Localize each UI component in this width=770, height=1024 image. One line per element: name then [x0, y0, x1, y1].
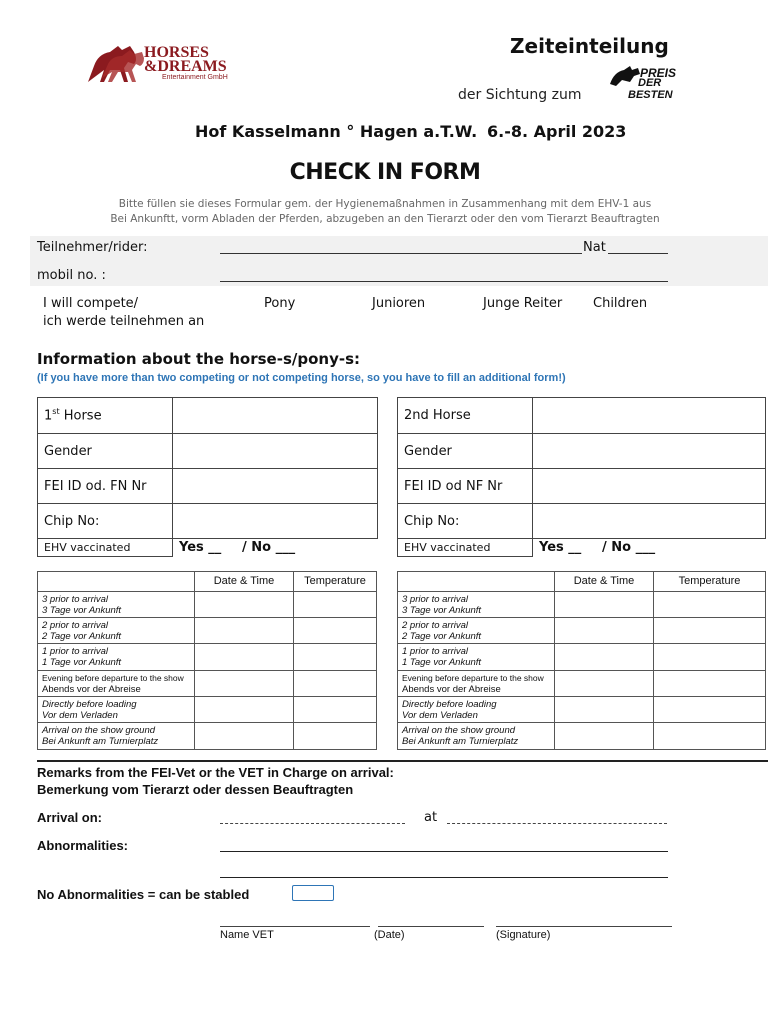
temp-2-temp-cell[interactable] [654, 723, 766, 750]
logo-line-1: HORSES [144, 44, 209, 61]
horse-2-id-label: FEI ID od NF Nr [398, 469, 533, 504]
horse-2-ehv-label: EHV vaccinated [398, 539, 533, 557]
horse-2-gender-label: Gender [398, 434, 533, 469]
temp-2-row-label: 1 prior to arrival 1 Tage vor Ankunft [398, 644, 555, 671]
event-logo-line-1: PREIS [640, 66, 677, 80]
vet-signature-label: (Signature) [496, 929, 551, 941]
arrival-label: Arrival on: [37, 810, 103, 825]
temp-1-row-label: Evening before departure to the show Abends vor der Abreise [38, 671, 195, 697]
vet-date-line[interactable] [378, 915, 484, 927]
temp-1-temp-cell[interactable] [294, 644, 377, 671]
horse-1-name-field[interactable] [173, 398, 378, 434]
temp-2-date-cell[interactable] [555, 644, 654, 671]
horse-1-chip-field[interactable] [173, 504, 378, 539]
horse-2-chip-field[interactable] [533, 504, 766, 539]
horse-1-gender-field[interactable] [173, 434, 378, 469]
compete-label-de: ich werde teilnehmen an [43, 314, 205, 329]
temp-2-temp-cell[interactable] [654, 592, 766, 618]
temp-2-date-cell[interactable] [555, 697, 654, 723]
temp-1-date-cell[interactable] [195, 592, 294, 618]
vet-date-label: (Date) [374, 929, 405, 941]
event-location: Hof Kasselmann ° Hagen a.T.W. [195, 122, 478, 141]
horse-section-note: (If you have more than two competing or not competing horse, so you have to fill an additional form!) [37, 372, 566, 384]
horses-silhouette-icon [84, 40, 146, 86]
jumping-horse-icon [608, 64, 642, 90]
horse-1-id-label: FEI ID od. FN Nr [38, 469, 173, 504]
no-abnormalities-label: No Abnormalities = can be stabled [37, 887, 250, 902]
no-abnormalities-checkbox[interactable] [292, 885, 334, 901]
instructions-line-2: Bei Ankunftt, vorm Abladen der Pferden, abzugeben an den Tierarzt oder den vom Tierarzt Beauftragten [110, 213, 660, 225]
horse-section-title: Information about the horse-s/pony-s: [37, 350, 361, 368]
arrival-date-field[interactable] [220, 812, 405, 824]
temp-2-date-cell[interactable] [555, 671, 654, 697]
horse-1-table [37, 397, 378, 557]
abnormalities-label: Abnormalities: [37, 838, 129, 853]
event-dates: 6.-8. April 2023 [487, 122, 627, 141]
horse-2-no[interactable]: / No ___ [601, 540, 656, 556]
temp-1-row-label: Directly before loading Vor dem Verladen [38, 697, 195, 723]
at-label: at [424, 810, 438, 825]
rider-label: Teilnehmer/rider: [37, 240, 148, 255]
temp-1-temp-cell[interactable] [294, 723, 377, 750]
horse-2-ehv-field[interactable] [533, 539, 766, 557]
category-junioren[interactable]: Junioren [372, 296, 426, 311]
compete-label-en: I will compete/ [43, 296, 139, 311]
nat-label: Nat [583, 240, 606, 255]
vet-name-line[interactable] [220, 915, 370, 927]
temp-2-temp-header: Temperature [654, 572, 766, 592]
horse-1-name-label: 1st Horse [38, 398, 173, 434]
rider-name-field[interactable] [220, 238, 582, 254]
arrival-time-field[interactable] [447, 812, 667, 824]
horse-2-gender-field[interactable] [533, 434, 766, 469]
temp-1-row-label: 2 prior to arrival 2 Tage vor Ankunft [38, 618, 195, 644]
temp-2-row-label: Evening before departure to the show Abends vor der Abreise [398, 671, 555, 697]
temperature-table-1 [37, 571, 377, 750]
logo-line-2: &DREAMS [144, 58, 227, 75]
temp-1-row-label: 3 prior to arrival 3 Tage vor Ankunft [38, 592, 195, 618]
temp-1-temp-header: Temperature [294, 572, 377, 592]
vet-section-divider [37, 760, 768, 762]
form-title: CHECK IN FORM [289, 160, 481, 185]
remarks-title-de: Bemerkung vom Tierarzt oder dessen Beauftragten [37, 782, 354, 797]
abnormalities-line-1[interactable] [220, 840, 668, 852]
category-children[interactable]: Children [593, 296, 648, 311]
vet-signature-line[interactable] [496, 915, 672, 927]
event-logo-line-3: BESTEN [628, 89, 673, 101]
temp-2-row-label: 3 prior to arrival 3 Tage vor Ankunft [398, 592, 555, 618]
horse-1-ehv-field[interactable] [173, 539, 378, 557]
instructions-line-1: Bitte füllen sie dieses Formular gem. der Hygienemaßnahmen in Zusammenhang mit dem EHV-1 aus [118, 198, 652, 210]
temp-1-date-cell[interactable] [195, 644, 294, 671]
horse-1-ehv-label: EHV vaccinated [38, 539, 173, 557]
horse-2-yes[interactable]: Yes __ [539, 540, 582, 556]
horse-1-chip-label: Chip No: [38, 504, 173, 539]
event-logo-line-2: DER [638, 77, 662, 89]
temp-2-date-header: Date & Time [555, 572, 654, 592]
horse-1-id-field[interactable] [173, 469, 378, 504]
temp-2-temp-cell[interactable] [654, 671, 766, 697]
temp-2-temp-cell[interactable] [654, 644, 766, 671]
horse-1-gender-label: Gender [38, 434, 173, 469]
temp-1-temp-cell[interactable] [294, 618, 377, 644]
horse-2-id-field[interactable] [533, 469, 766, 504]
category-junge-reiter[interactable]: Junge Reiter [483, 296, 563, 311]
page-title: Zeiteinteilung [510, 34, 669, 58]
horse-1-no[interactable]: / No ___ [241, 540, 296, 556]
horse-2-name-label: 2nd Horse [398, 398, 533, 434]
category-pony[interactable]: Pony [264, 296, 296, 311]
logo-line-3: Entertainment GmbH [162, 74, 228, 81]
temp-2-temp-cell[interactable] [654, 697, 766, 723]
temp-2-date-cell[interactable] [555, 618, 654, 644]
temp-1-temp-cell[interactable] [294, 592, 377, 618]
temp-1-date-cell[interactable] [195, 671, 294, 697]
remarks-title-en: Remarks from the FEI-Vet or the VET in Charge on arrival: [37, 765, 394, 780]
vet-name-label: Name VET [220, 929, 274, 941]
temp-1-row-label: 1 prior to arrival 1 Tage vor Ankunft [38, 644, 195, 671]
horse-2-chip-label: Chip No: [398, 504, 533, 539]
temp-2-date-cell[interactable] [555, 592, 654, 618]
temp-1-empty-header [38, 572, 195, 592]
temp-2-empty-header [398, 572, 555, 592]
temp-1-date-cell[interactable] [195, 618, 294, 644]
mobile-field[interactable] [220, 266, 668, 282]
subtitle: der Sichtung zum [458, 87, 582, 103]
temp-2-temp-cell[interactable] [654, 618, 766, 644]
temp-1-date-cell[interactable] [195, 723, 294, 750]
preis-der-besten-logo [608, 64, 680, 104]
temp-2-row-label: Arrival on the show ground Bei Ankunft am Turnierplatz [398, 723, 555, 750]
temp-1-date-cell[interactable] [195, 697, 294, 723]
abnormalities-line-2[interactable] [220, 866, 668, 878]
temperature-table-2 [397, 571, 766, 750]
temp-1-row-label: Arrival on the show ground Bei Ankunft am Turnierplatz [38, 723, 195, 750]
temp-2-date-cell[interactable] [555, 723, 654, 750]
temp-1-temp-cell[interactable] [294, 697, 377, 723]
temp-1-temp-cell[interactable] [294, 671, 377, 697]
mobile-label: mobil no. : [37, 268, 106, 283]
temp-1-date-header: Date & Time [195, 572, 294, 592]
nat-field[interactable] [608, 238, 668, 254]
company-logo [84, 40, 244, 86]
temp-2-row-label: Directly before loading Vor dem Verladen [398, 697, 555, 723]
horse-2-name-field[interactable] [533, 398, 766, 434]
horse-1-yes[interactable]: Yes __ [179, 540, 222, 556]
temp-2-row-label: 2 prior to arrival 2 Tage vor Ankunft [398, 618, 555, 644]
horse-2-table [397, 397, 766, 557]
